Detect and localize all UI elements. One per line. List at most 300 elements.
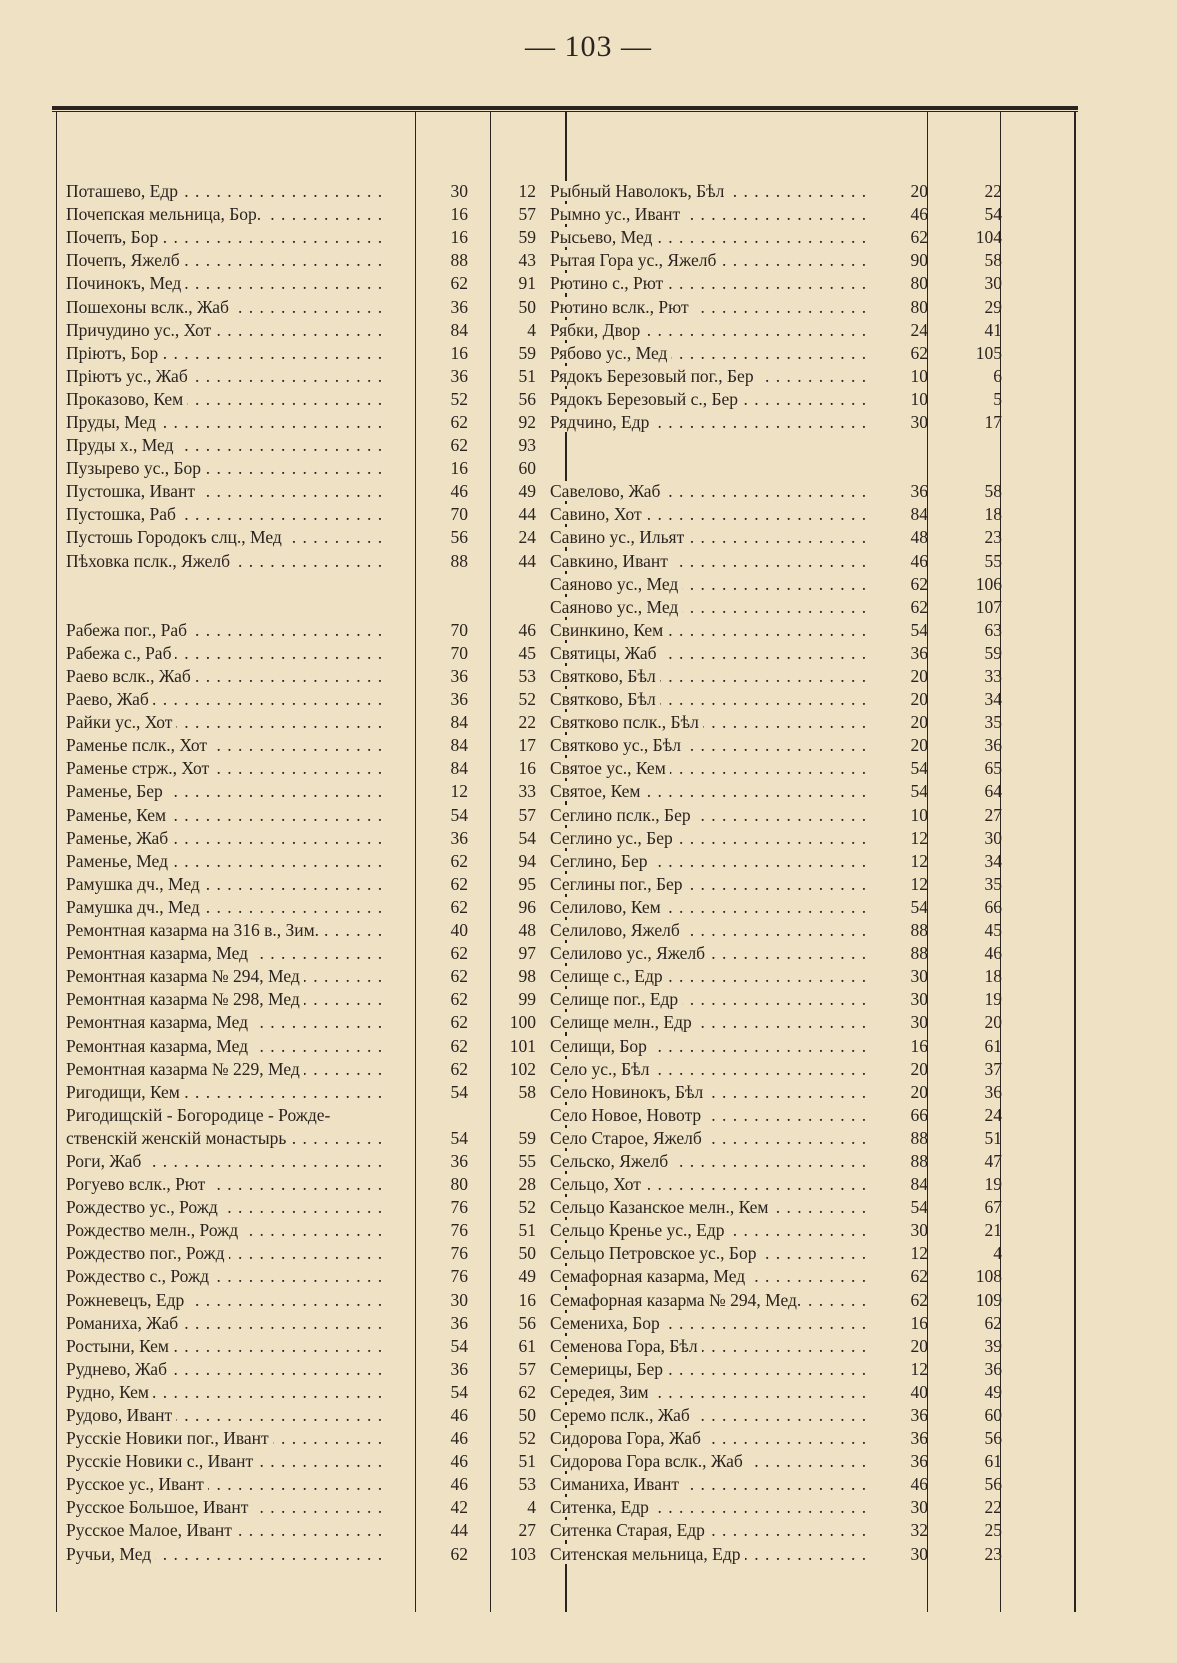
entry-number-b: 57 (518, 804, 536, 825)
index-entry (66, 1081, 536, 1104)
index-entry (550, 734, 1002, 757)
entry-number-b: 37 (984, 1058, 1002, 1079)
entry-number-a: 12 (910, 827, 928, 848)
entry-number-a: 88 (450, 250, 468, 271)
index-entry (550, 1543, 1002, 1566)
entry-number-a: 76 (450, 1266, 468, 1287)
index-entry (66, 411, 536, 434)
entry-number-a: 10 (910, 804, 928, 825)
entry-name: Рябки, Двор . . . (550, 320, 872, 341)
index-entry (550, 1312, 1002, 1335)
entry-number-a: 62 (910, 573, 928, 594)
entry-name: Селище мелн., Едр . . . (550, 1012, 872, 1033)
entry-name: Рютино с., Рют . . . (550, 273, 872, 294)
index-entry (550, 1150, 1002, 1173)
entry-number-b: 95 (518, 873, 536, 894)
entry-number-a: 76 (450, 1220, 468, 1241)
entry-number-a: 48 (910, 527, 928, 548)
entry-name: Раменье пслк., Хот . . . (66, 735, 388, 756)
entry-name: Пруды, Мед . . . (66, 412, 388, 433)
entry-name: Сельцо Кренье ус., Едр . . . (550, 1220, 872, 1241)
entry-number-a: 62 (450, 1012, 468, 1033)
entry-number-a: 54 (450, 1335, 468, 1356)
entry-name: Раменье стрж., Хот . . . (66, 758, 388, 779)
entry-number-a: 20 (910, 1081, 928, 1102)
index-entry (550, 1335, 1002, 1358)
entry-name: Пустошь Городокъ слц., Мед . . . (66, 527, 388, 548)
entry-name: Роги, Жаб . . . (66, 1151, 388, 1172)
entry-number-b: 52 (518, 689, 536, 710)
entry-number-b: 59 (518, 227, 536, 248)
entry-number-b: 22 (518, 712, 536, 733)
entry-number-b: 33 (984, 666, 1002, 687)
entry-number-b: 5 (993, 388, 1002, 409)
entry-number-a: 62 (910, 1266, 928, 1287)
entry-number-b: 36 (984, 1081, 1002, 1102)
entry-number-b: 98 (518, 966, 536, 987)
entry-number-b: 93 (518, 435, 536, 456)
entry-number-b: 25 (984, 1520, 1002, 1541)
index-entry (550, 919, 1002, 942)
entry-name: Раменье, Кем . . . (66, 805, 388, 826)
index-entry (66, 780, 536, 803)
entry-name: Поташево, Едр . . . (66, 181, 388, 202)
index-entry (550, 342, 1002, 365)
entry-name: Савино ус., Ильят . . . (550, 527, 872, 548)
entry-number-a: 84 (450, 758, 468, 779)
entry-name: Сельско, Яжелб . . . (550, 1151, 872, 1172)
entry-number-b: 107 (975, 596, 1002, 617)
entry-name: Пруды х., Мед . . . (66, 435, 388, 456)
entry-name: Середея, Зим . . . (550, 1382, 872, 1403)
entry-number-a: 62 (450, 273, 468, 294)
entry-number-b: 56 (984, 1428, 1002, 1449)
index-entry (550, 1242, 1002, 1265)
index-entry (66, 1427, 536, 1450)
entry-number-b: 21 (984, 1220, 1002, 1241)
entry-name: Рамушка дч., Мед . . . (66, 897, 388, 918)
entry-name: Сеглино, Бер . . . (550, 851, 872, 872)
entry-number-b: 6 (993, 365, 1002, 386)
index-entry (66, 434, 536, 457)
entry-name: Ремонтная казарма, Мед . . . (66, 943, 388, 964)
index-entry (66, 1404, 536, 1427)
entry-number-b: 33 (518, 781, 536, 802)
entry-number-a: 84 (450, 735, 468, 756)
index-entry (550, 873, 1002, 896)
entry-name: Селилово, Яжелб . . . (550, 920, 872, 941)
entry-name: Святое ус., Кем . . . (550, 758, 872, 779)
index-entry (66, 1543, 536, 1566)
entry-number-a: 10 (910, 388, 928, 409)
entry-number-a: 40 (450, 920, 468, 941)
index-entry (66, 1312, 536, 1335)
entry-number-b: 46 (984, 943, 1002, 964)
entry-number-b: 109 (975, 1289, 1002, 1310)
index-entry (550, 1196, 1002, 1219)
entry-name: Руднево, Жаб . . . (66, 1359, 388, 1380)
entry-number-b: 18 (984, 966, 1002, 987)
entry-number-b: 53 (518, 666, 536, 687)
index-entry (66, 526, 536, 549)
index-entry (66, 919, 536, 942)
entry-name: Рамушка дч., Мед . . . (66, 874, 388, 895)
entry-number-a: 20 (910, 689, 928, 710)
index-entry (550, 988, 1002, 1011)
entry-number-a: 70 (450, 504, 468, 525)
index-entry (66, 295, 536, 318)
index-entry (66, 365, 536, 388)
entry-number-b: 50 (518, 1405, 536, 1426)
entry-number-a: 46 (450, 1405, 468, 1426)
index-entry (66, 342, 536, 365)
entry-name: Пустошка, Ивант . . . (66, 481, 388, 502)
entry-number-b: 39 (984, 1335, 1002, 1356)
index-entry (66, 180, 536, 203)
index-entry (550, 1519, 1002, 1542)
entry-name: Рябово ус., Мед . . . (550, 343, 872, 364)
entry-number-a: 16 (450, 342, 468, 363)
entry-name: Пошехоны вслк., Жаб . . . (66, 297, 388, 318)
entry-number-b: 34 (984, 689, 1002, 710)
entry-number-b: 57 (518, 1358, 536, 1379)
index-entry (66, 619, 536, 642)
entry-number-a: 62 (450, 989, 468, 1010)
entry-number-b: 59 (518, 342, 536, 363)
entry-name: Святково ус., Бѣл . . . (550, 735, 872, 756)
index-entry (66, 1219, 536, 1242)
entry-number-b: 47 (984, 1150, 1002, 1171)
index-entry (550, 1081, 1002, 1104)
entry-number-b: 53 (518, 1474, 536, 1495)
entry-name: Починокъ, Мед . . . (66, 273, 388, 294)
entry-name: Семениха, Бор . . . (550, 1313, 872, 1334)
entry-name: Селищи, Бор . . . (550, 1036, 872, 1057)
entry-name: Семенова Гора, Бѣл . . . (550, 1336, 872, 1357)
entry-number-b: 36 (984, 1358, 1002, 1379)
index-entry (550, 642, 1002, 665)
entry-name: Рудово, Ивант . . . (66, 1405, 388, 1426)
entry-number-b: 48 (518, 920, 536, 941)
index-entry (550, 295, 1002, 318)
entry-number-b: 102 (509, 1058, 536, 1079)
index-entry (550, 411, 1002, 434)
entry-number-b: 101 (509, 1035, 536, 1056)
index-entry (66, 1265, 536, 1288)
entry-name: Рудно, Кем . . . (66, 1382, 388, 1403)
index-entry (66, 1173, 536, 1196)
index-entry (550, 1404, 1002, 1427)
index-entry (550, 804, 1002, 827)
index-entry (66, 1034, 536, 1057)
entry-number-b: 94 (518, 850, 536, 871)
entry-number-a: 62 (450, 966, 468, 987)
entry-name: Село Новинокъ, Бѣл . . . (550, 1082, 872, 1103)
entry-number-a: 62 (450, 850, 468, 871)
entry-name: Святое, Кем . . . (550, 781, 872, 802)
entry-number-b: 44 (518, 550, 536, 571)
index-entry (66, 827, 536, 850)
entry-number-a: 36 (910, 1428, 928, 1449)
entry-name: Ручьи, Мед . . . (66, 1544, 388, 1565)
entry-name: Саяново ус., Мед . . . (550, 597, 872, 618)
entry-number-a: 46 (450, 1474, 468, 1495)
entry-number-a: 16 (450, 204, 468, 225)
entry-number-b: 60 (518, 458, 536, 479)
entry-number-a: 62 (450, 1035, 468, 1056)
index-entry (66, 850, 536, 873)
entry-name: Село ус., Бѣл . . . (550, 1059, 872, 1080)
entry-name: Селище с., Едр . . . (550, 966, 872, 987)
entry-number-a: 30 (910, 411, 928, 432)
entry-number-a: 84 (450, 712, 468, 733)
entry-number-a: 30 (910, 966, 928, 987)
entry-number-a: 80 (910, 273, 928, 294)
entry-number-b: 50 (518, 1243, 536, 1264)
entry-name: Почепская мельница, Бор. . . . (66, 204, 388, 225)
left-column (66, 180, 536, 1566)
entry-name: Рымно ус., Ивант . . . (550, 204, 872, 225)
entry-name: Сельцо Казанское мелн., Кем . . . (550, 1197, 872, 1218)
entry-number-a: 62 (910, 1289, 928, 1310)
entry-name: Пустошка, Раб . . . (66, 504, 388, 525)
index-entry (66, 757, 536, 780)
index-entry (66, 1496, 536, 1519)
entry-number-a: 62 (910, 227, 928, 248)
entry-number-b: 60 (984, 1405, 1002, 1426)
index-entry (66, 388, 536, 411)
entry-name: Ростыни, Кем . . . (66, 1336, 388, 1357)
index-entry (550, 1265, 1002, 1288)
entry-number-a: 12 (910, 873, 928, 894)
entry-number-b: 103 (509, 1543, 536, 1564)
entry-name: Селище пог., Едр . . . (550, 989, 872, 1010)
entry-number-a: 90 (910, 250, 928, 271)
entry-number-b: 67 (984, 1197, 1002, 1218)
entry-number-a: 54 (910, 619, 928, 640)
entry-number-b: 50 (518, 296, 536, 317)
entry-number-b: 51 (518, 1220, 536, 1241)
entry-number-b: 59 (518, 1127, 536, 1148)
entry-number-b: 30 (984, 827, 1002, 848)
entry-name: Райки ус., Хот . . . (66, 712, 388, 733)
entry-number-a: 20 (910, 666, 928, 687)
entry-number-a: 36 (910, 1405, 928, 1426)
entry-number-b: 54 (518, 827, 536, 848)
entry-number-b: 61 (984, 1451, 1002, 1472)
entry-number-a: 20 (910, 1058, 928, 1079)
entry-name: Саяново ус., Мед . . . (550, 574, 872, 595)
entry-name: Рождество мелн., Рожд . . . (66, 1220, 388, 1241)
entry-name: Рядокъ Березовый пог., Бер . . . (550, 366, 872, 387)
entry-number-b: 4 (993, 1243, 1002, 1264)
entry-number-a: 20 (910, 1335, 928, 1356)
entry-number-b: 106 (975, 573, 1002, 594)
entry-number-a: 30 (450, 181, 468, 202)
entry-number-a: 66 (910, 1104, 928, 1125)
index-entry (66, 1473, 536, 1496)
entry-number-b: 66 (984, 896, 1002, 917)
index-entry (550, 780, 1002, 803)
entry-number-b: 17 (984, 411, 1002, 432)
entry-number-b: 96 (518, 896, 536, 917)
entry-name: Сельцо, Хот . . . (550, 1174, 872, 1195)
entry-name: Рытая Гора ус., Яжелб . . . (550, 250, 872, 271)
index-entry (550, 365, 1002, 388)
index-entry (66, 457, 536, 480)
entry-number-b: 45 (984, 920, 1002, 941)
entry-name: Пріютъ ус., Жаб . . . (66, 366, 388, 387)
entry-name: Рютино вслк., Рют . . . (550, 297, 872, 318)
entry-number-a: 70 (450, 619, 468, 640)
index-entry (66, 988, 536, 1011)
entry-number-a: 62 (450, 435, 468, 456)
entry-number-b: 99 (518, 989, 536, 1010)
index-entry (550, 388, 1002, 411)
entry-number-a: 36 (450, 365, 468, 386)
index-entry (550, 226, 1002, 249)
entry-name: Сидорова Гора, Жаб . . . (550, 1428, 872, 1449)
entry-name: Святицы, Жаб . . . (550, 643, 872, 664)
index-entry (550, 711, 1002, 734)
index-entry (66, 272, 536, 295)
entry-name: Село Старое, Яжелб . . . (550, 1128, 872, 1149)
index-entry (550, 1034, 1002, 1057)
entry-number-b: 104 (975, 227, 1002, 248)
entry-number-a: 36 (450, 689, 468, 710)
index-entry (550, 1450, 1002, 1473)
entry-number-b: 62 (518, 1381, 536, 1402)
index-entry (66, 1381, 536, 1404)
index-entry (550, 965, 1002, 988)
entry-name: Свинкино, Кем . . . (550, 620, 872, 641)
index-entry (66, 1358, 536, 1381)
entry-number-a: 30 (910, 1543, 928, 1564)
entry-number-a: 10 (910, 365, 928, 386)
index-entry (550, 203, 1002, 226)
index-entry (66, 965, 536, 988)
entry-name: Почепъ, Яжелб . . . (66, 250, 388, 271)
entry-number-b: 46 (518, 619, 536, 640)
entry-number-b: 55 (518, 1150, 536, 1171)
entry-number-b: 91 (518, 273, 536, 294)
entry-number-b: 22 (984, 1497, 1002, 1518)
entry-number-a: 36 (450, 827, 468, 848)
entry-number-a: 62 (450, 411, 468, 432)
entry-name: Симаниха, Ивант . . . (550, 1474, 872, 1495)
entry-number-a: 88 (450, 550, 468, 571)
entry-number-a: 40 (910, 1381, 928, 1402)
entry-number-b: 17 (518, 735, 536, 756)
index-entry (66, 203, 536, 226)
entry-number-b: 19 (984, 1174, 1002, 1195)
entry-name: Сельцо Петровское ус., Бор . . . (550, 1243, 872, 1264)
entry-name: Ситенка, Едр . . . (550, 1497, 872, 1518)
entry-number-a: 46 (910, 1474, 928, 1495)
entry-number-b: 29 (984, 296, 1002, 317)
index-entry (66, 319, 536, 342)
entry-name: Рождество ус., Рожд . . . (66, 1197, 388, 1218)
entry-name: Пріютъ, Бор . . . (66, 343, 388, 364)
entry-name: Пѣховка пслк., Яжелб . . . (66, 551, 388, 572)
index-entry (550, 1127, 1002, 1150)
entry-number-a: 62 (910, 342, 928, 363)
column-divider (56, 112, 57, 1612)
index-entry (550, 896, 1002, 919)
entry-number-b: 51 (518, 365, 536, 386)
entry-number-a: 84 (910, 1174, 928, 1195)
index-entry (66, 711, 536, 734)
index-entry (550, 619, 1002, 642)
entry-number-a: 70 (450, 642, 468, 663)
entry-number-a: 56 (450, 527, 468, 548)
entry-number-a: 36 (450, 1312, 468, 1333)
index-entry (66, 1450, 536, 1473)
entry-number-a: 36 (450, 1358, 468, 1379)
entry-number-b: 100 (509, 1012, 536, 1033)
entry-number-a: 84 (910, 504, 928, 525)
index-entry (550, 249, 1002, 272)
entry-number-a: 16 (910, 1035, 928, 1056)
entry-name: Рядчино, Едр . . . (550, 412, 872, 433)
entry-number-b: 4 (527, 319, 536, 340)
index-entry (66, 503, 536, 526)
entry-name: Селилово, Кем . . . (550, 897, 872, 918)
index-entry (550, 526, 1002, 549)
entry-name: Семафорная казарма, Мед . . . (550, 1266, 872, 1287)
entry-number-a: 84 (450, 319, 468, 340)
index-entry (66, 896, 536, 919)
index-entry (550, 550, 1002, 573)
entry-number-b: 49 (984, 1381, 1002, 1402)
entry-number-b: 36 (984, 735, 1002, 756)
index-entry (550, 827, 1002, 850)
entry-number-b: 24 (518, 527, 536, 548)
entry-number-b: 19 (984, 989, 1002, 1010)
entry-number-b: 27 (984, 804, 1002, 825)
entry-number-a: 46 (450, 1451, 468, 1472)
entry-number-a: 46 (910, 550, 928, 571)
entry-name: Сеглино пслк., Бер . . . (550, 805, 872, 826)
entry-name: Раменье, Жаб . . . (66, 828, 388, 849)
entry-number-a: 80 (450, 1174, 468, 1195)
entry-name: Ремонтная казарма № 229, Мед . . . (66, 1059, 388, 1080)
top-rule (52, 106, 1078, 110)
entry-number-a: 30 (910, 1497, 928, 1518)
entry-number-b: 18 (984, 504, 1002, 525)
entry-number-a: 30 (450, 1289, 468, 1310)
entry-number-a: 36 (910, 642, 928, 663)
entry-name: Савкино, Ивант . . . (550, 551, 872, 572)
entry-number-a: 36 (910, 481, 928, 502)
column-divider (1074, 112, 1076, 1612)
entry-number-a: 62 (450, 873, 468, 894)
entry-number-b: 16 (518, 1289, 536, 1310)
entry-number-a: 88 (910, 943, 928, 964)
index-entry (550, 665, 1002, 688)
entry-name: Сеглины пог., Бер . . . (550, 874, 872, 895)
index-entry (66, 665, 536, 688)
entry-number-a: 12 (450, 781, 468, 802)
entry-number-b: 16 (518, 758, 536, 779)
entry-number-a: 16 (450, 227, 468, 248)
entry-number-a: 30 (910, 989, 928, 1010)
index-entry (66, 1335, 536, 1358)
index-entry (66, 804, 536, 827)
index-entry (66, 226, 536, 249)
entry-number-b: 45 (518, 642, 536, 663)
entry-name: Ремонтная казарма № 298, Мед . . . (66, 989, 388, 1010)
